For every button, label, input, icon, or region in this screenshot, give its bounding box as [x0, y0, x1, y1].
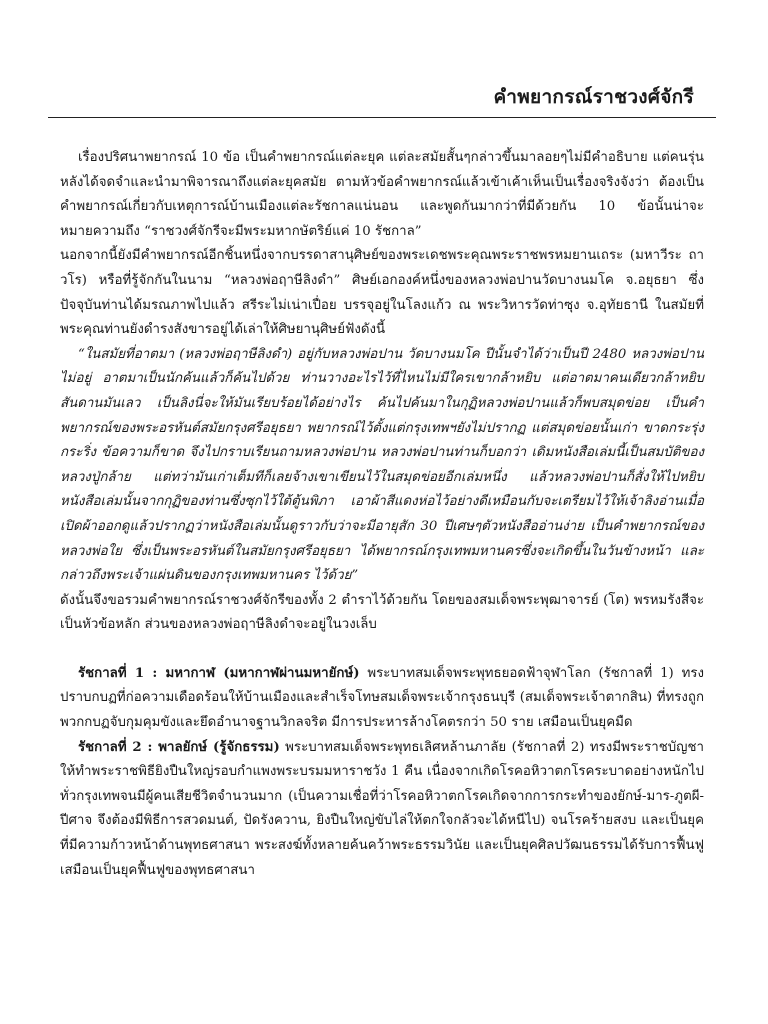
title-divider	[48, 117, 716, 118]
prophecy-quote: “ในสมัยที่อาตมา (หลวงพ่อฤาษีลิงดำ) อยู่กับหลวงพ่อปาน วัดบางนมโค ปีนั้นจำได้ว่าเป็นปี 2480 หลวงพ่อปานไม่อยู่ อาตมาเป็นนักค้นแล้วก็ค้นไปด้วย ท่านวางอะไรไว้ที่ไหนไม่มีใครเขากล้าหยิบ แต่อาตมาคนเดียวกล้าหยิบ สันดานมันเลว เป็นลิงนี่จะให้มันเรียบร้อยได้อย่างไร ค้นไปค้นมาในกุฏิหลวงพ่อปานแล้วก็พบสมุดข่อย เป็นคำพยากรณ์ของพระอรหันต์สมัยกรุงศรีอยุธยา พยากรณ์ไว้ตั้งแต่กรุงเทพฯยังไม่ปรากฏ แต่สมุดข่อยนั้นเก่า ขาดกระรุ่งกระริ่ง ข้อความก็ขาด จึงไปกราบเรียนถามหลวงพ่อปาน หลวงพ่อปานท่านก็บอกว่า เดิมหนังสือเล่มนี้เป็นสมบัติของหลวงปู่กล้าย แต่ทว่ามันเก่าเต็มทีก็เลยจ้างเขาเขียนไว้ในสมุดข่อยอีกเล่มหนึ่ง แล้วหลวงพ่อปานก็สั่งให้ไปหยิบหนังสือเล่มนั้นจากกุฏิของท่านซึ่งซุกไว้ใต้ตู้นพิภา เอาผ้าสีแดงห่อไว้อย่างดีเหมือนกับจะเตรียมไว้ให้เจ้าลิงอ่านเมื่อเปิดผ้าออกดูแล้วปรากฏว่าหนังสือเล่มนั้นดูราวกับว่าจะมีอายุสัก 30 ปีเศษๆตัวหนังสืออ่านง่าย เป็นคำพยากรณ์ของหลวงพ่อใย ซึ่งเป็นพระอรหันต์ในสมัยกรุงศรีอยุธยา ได้พยากรณ์กรุงเทพมหานครซึ่งจะเกิดขึ้นในวันข้างหน้า และกล่าวถึงพระเจ้าแผ่นดินของกรุงเทพมหานคร ไว้ด้วย”	[60, 346, 704, 584]
intro-paragraph-2: นอกจากนี้ยังมีคำพยากรณ์อีกชิ้นหนึ่งจากบรรดาสานุศิษย์ของพระเดชพระคุณพระราชพรหมยานเถระ (มหาวีระ ถาวโร) หรือที่รู้จักกันในนาม “หลวงพ่อฤาษีลิงดำ” ศิษย์เอกองค์หนึ่งของหลวงพ่อปานวัดบางนมโค จ.อยุธยา ซึ่งปัจจุบันท่านได้มรณภาพไปแล้ว สรีระไม่เน่าเปื่อย บรรจุอยู่ในโลงแก้ว ณ พระวิหารวัดท่าซุง จ.อุทัยธานี ในสมัยที่พระคุณท่านยังดำรงสังขารอยู่ได้เล่าให้ศิษยานุศิษย์ฟังดังนี้	[60, 248, 704, 338]
reign-1-paragraph	[60, 662, 704, 736]
intro-paragraph-1: เรื่องปริศนาพยากรณ์ 10 ข้อ เป็นคำพยากรณ์แต่ละยุค แต่ละสมัยสั้นๆกล่าวขึ้นมาลอยๆไม่มีคำอธิบาย แต่คนรุ่นหลังได้จดจำและนำมาพิจารณาถึงแต่ละยุคสมัย ตามหัวข้อคำพยากรณ์แล้วเข้าเค้าเห็นเป็นเรื่องจริงจังว่า ต้องเป็นคำพยากรณ์เกี่ยวกับเหตุการณ์บ้านเมืองแต่ละรัชกาลแน่นอน และพูดกันมากว่าที่มีด้วยกัน 10 ข้อนั้นน่าจะหมายความถึง “ราชวงศ์จักรีจะมีพระมหากษัตริย์แค่ 10 รัชกาล”	[60, 150, 704, 239]
reign-2-heading: รัชกาลที่ 2 : พาลยักษ์ (รู้จักธรรม)	[78, 739, 280, 755]
outro-paragraph: ดังนั้นจึงขอรวมคำพยากรณ์ราชวงศ์จักรีของทั้ง 2 ตำราไว้ด้วยกัน โดยของสมเด็จพระพุฒาจารย์ (โต) พรหมรังสีจะเป็นหัวข้อหลัก ส่วนของหลวงพ่อฤาษีลิงดำจะอยู่ในวงเล็บ	[60, 592, 704, 633]
page-title: คำพยากรณ์ราชวงศ์จักรี	[493, 86, 694, 108]
reign-1-heading: รัชกาลที่ 1 : มหากาฬ (มหากาฬผ่านมหายักษ์)	[78, 665, 360, 681]
reign-2-text: พระบาทสมเด็จพระพุทธเลิศหล้านภาลัย (รัชกาลที่ 2) ทรงมีพระราชบัญชาให้ทำพระราชพิธียิงปืนใหญ่รอบกำแพงพระบรมมหาราชวัง 1 คืน เนื่องจากเกิดโรคอหิวาตกโรคระบาดอย่างหนักไปทั่วกรุงเทพจนมีผู้คนเสียชีวิตจำนวนมาก (เป็นความเชื่อที่ว่าโรคอหิวาตกโรคเกิดจากการกระทำของยักษ์-มาร-ภูตผี-ปีศาจ จึงต้องมีพิธีการสวดมนต์, ปัดรังควาน, ยิงปืนใหญ่ขับไล่ให้ตกใจกลัวจะได้หนีไป) จนโรคร้ายสงบ และเป็นยุคที่มีความก้าวหน้าด้านพุทธศาสนา พระสงฆ์ทั้งหลายค้นคว้าพระธรรมวินัย และเป็นยุคศิลปวัฒนธรรมได้รับการฟื้นฟู เสมือนเป็นยุคฟื้นฟูของพุทธศาสนา	[60, 739, 704, 878]
reign-1-text: พระบาทสมเด็จพระพุทธยอดฟ้าจุฬาโลก (รัชกาลที่ 1) ทรงปราบกบฏที่ก่อความเดือดร้อนให้บ้านเมืองและสำเร็จโทษสมเด็จพระเจ้ากรุงธนบุรี (สมเด็จพระเจ้าตากสิน) ที่ทรงถูกพวกกบฏจับกุมคุมขังและยึดอำนาจฐานวิกลจริต มีการประหารล้างโคตรกว่า 50 ราย เสมือนเป็นยุคมืด	[60, 665, 704, 731]
section-gap	[60, 638, 704, 662]
document-body	[60, 146, 704, 883]
reign-2-paragraph	[60, 736, 704, 884]
